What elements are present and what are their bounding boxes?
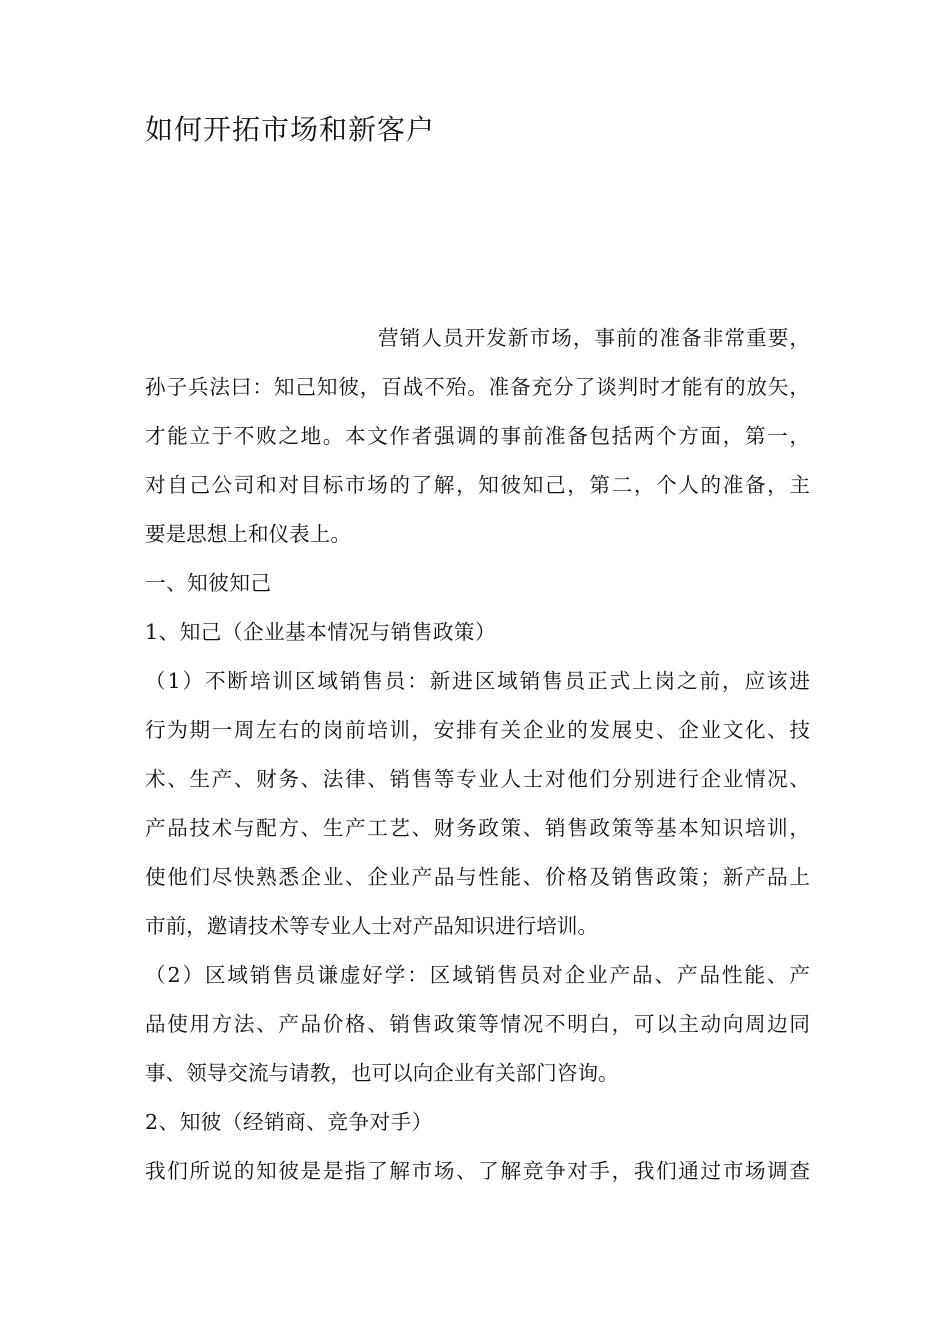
document-title: 如何开拓市场和新客户 bbox=[145, 113, 436, 146]
item-line: 事、领导交流与请教，也可以向企业有关部门咨询。 bbox=[145, 1061, 619, 1085]
intro-line: 才能立于不败之地。本文作者强调的事前准备包括两个方面，第一， bbox=[145, 424, 810, 448]
section-heading: 一、知彼知己 bbox=[145, 571, 272, 595]
item-line: 行为期一周左右的岗前培训，安排有关企业的发展史、企业文化、技 bbox=[145, 718, 810, 742]
item-line: 市前，邀请技术等专业人士对产品知识进行培训。 bbox=[145, 914, 599, 938]
document-body bbox=[145, 314, 810, 1196]
item-line: 使他们尽快熟悉企业、企业产品与性能、价格及销售政策；新产品上 bbox=[145, 865, 810, 889]
intro-line: 孙子兵法曰：知己知彼，百战不殆。准备充分了谈判时才能有的放矢， bbox=[145, 375, 810, 399]
item-line: 品使用方法、产品价格、销售政策等情况不明白，可以主动向周边同 bbox=[145, 1012, 810, 1036]
item-line: 术、生产、财务、法律、销售等专业人士对他们分别进行企业情况、 bbox=[145, 767, 810, 791]
item-line: 产品技术与配方、生产工艺、财务政策、销售政策等基本知识培训， bbox=[145, 816, 810, 840]
intro-line: 要是思想上和仪表上。 bbox=[145, 522, 351, 546]
item-line: （1）不断培训区域销售员：新进区域销售员正式上岗之前，应该进 bbox=[145, 669, 810, 693]
item-line: （2）区域销售员谦虚好学：区域销售员对企业产品、产品性能、产 bbox=[145, 963, 810, 987]
intro-line: 对自己公司和对目标市场的了解，知彼知己，第二，个人的准备，主 bbox=[145, 473, 810, 497]
paragraph-line: 我们所说的知彼是是指了解市场、了解竞争对手，我们通过市场调查 bbox=[145, 1159, 810, 1183]
subsection-heading: 1、知己（企业基本情况与销售政策） bbox=[145, 620, 497, 644]
subsection-heading: 2、知彼（经销商、竞争对手） bbox=[145, 1110, 433, 1134]
intro-line: 营销人员开发新市场，事前的准备非常重要， bbox=[378, 326, 810, 350]
